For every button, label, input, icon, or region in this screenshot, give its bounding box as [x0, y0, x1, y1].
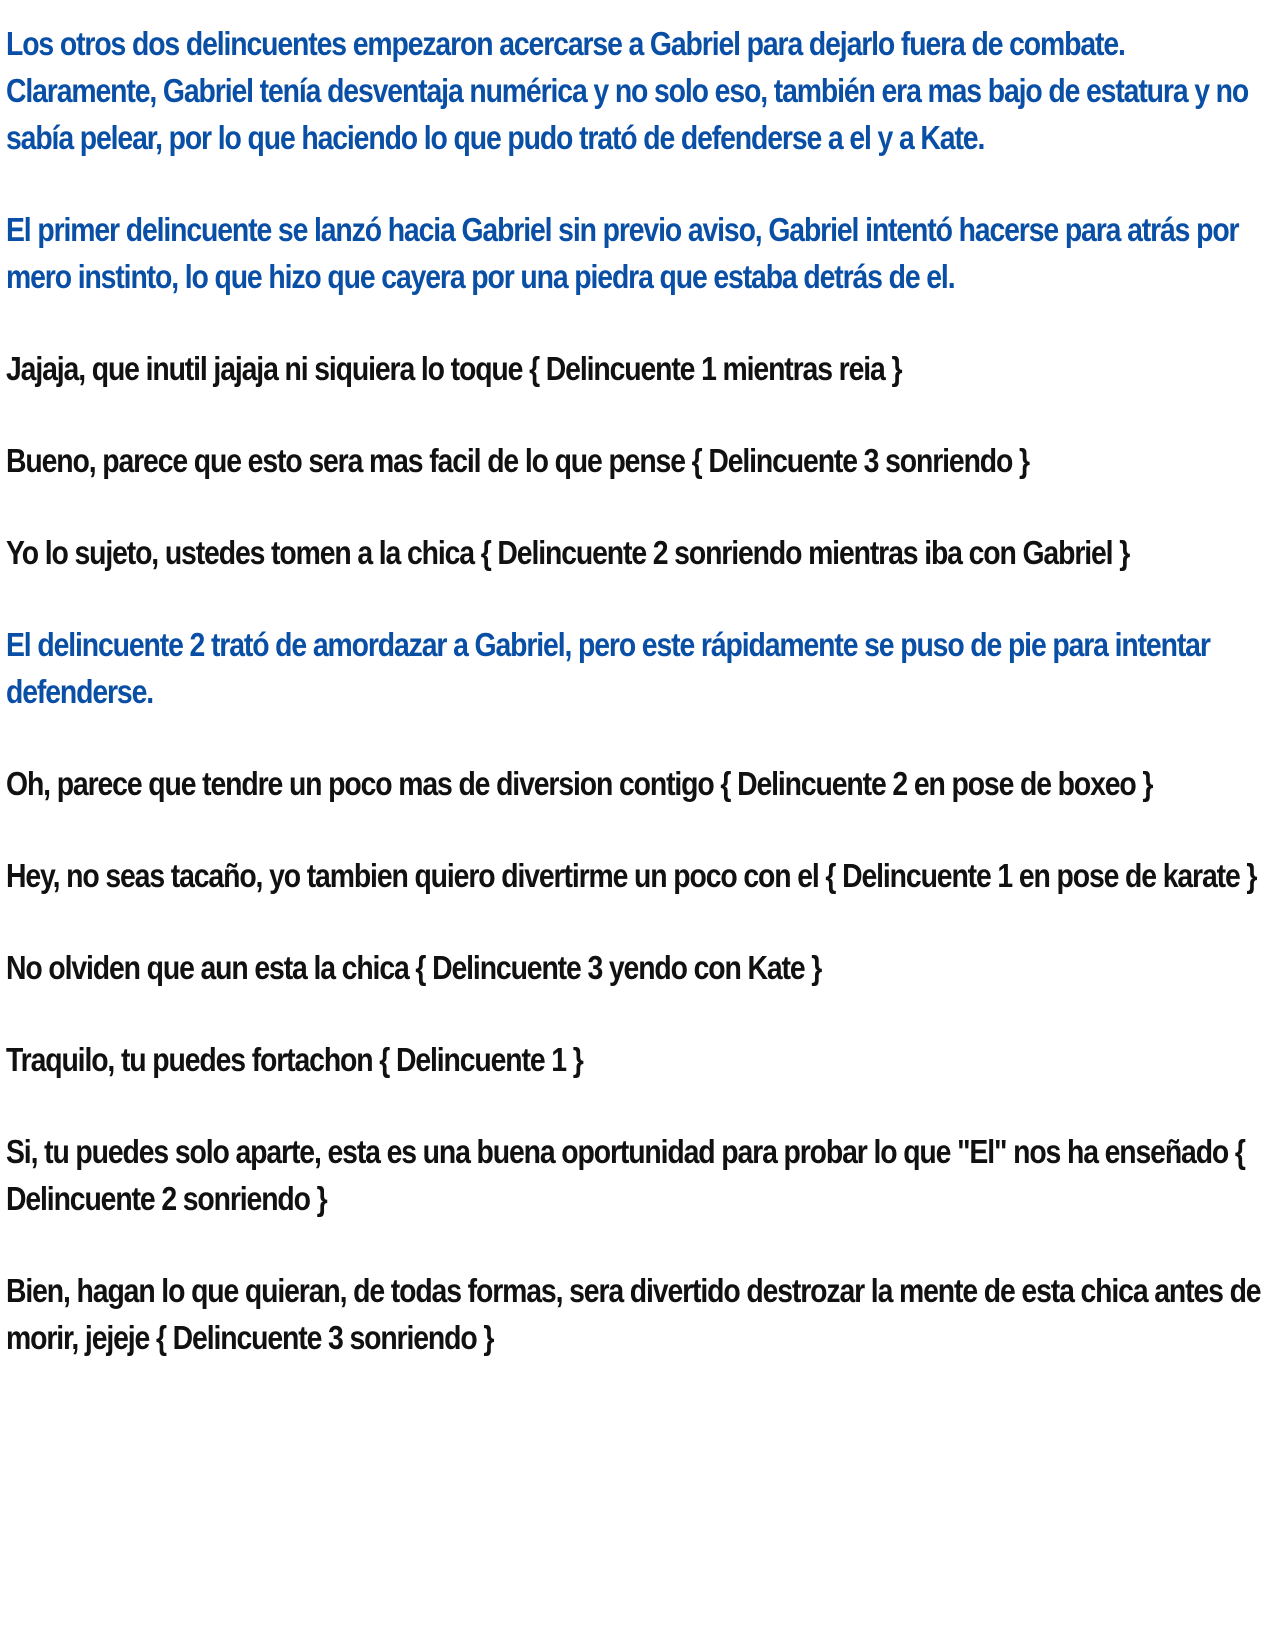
dialogue-line: Jajaja, que inutil jajaja ni siquiera lo toque { Delincuente 1 mientras reia }: [6, 350, 902, 387]
story-page: [6, 20, 1268, 1406]
dialogue-line: Bien, hagan lo que quieran, de todas formas, sera divertido destrozar la mente de esta chica antes de morir, jejeje { Delincuente 3 sonriendo }: [6, 1272, 1261, 1356]
dialogue-line: Si, tu puedes solo aparte, esta es una buena oportunidad para probar lo que "El" nos ha enseñado { Delincuente 2 sonriendo }: [6, 1133, 1245, 1217]
dialogue-line: Hey, no seas tacaño, yo tambien quiero divertirme un poco con el { Delincuente 1 en pose de karate }: [6, 857, 1257, 894]
narration-paragraph: Los otros dos delincuentes empezaron acercarse a Gabriel para dejarlo fuera de combate. Claramente, Gabriel tenía desventaja numérica y no solo eso, también era mas bajo de estatura y no sabía pelear, por lo que haciendo lo que pudo trató de defenderse a el y a Kate.: [6, 25, 1249, 156]
narration-paragraph: El primer delincuente se lanzó hacia Gabriel sin previo aviso, Gabriel intentó hacerse para atrás por mero instinto, lo que hizo que cayera por una piedra que estaba detrás de el.: [6, 211, 1239, 295]
narration-paragraph: El delincuente 2 trató de amordazar a Gabriel, pero este rápidamente se puso de pie para intentar defenderse.: [6, 626, 1210, 710]
dialogue-line: Bueno, parece que esto sera mas facil de lo que pense { Delincuente 3 sonriendo }: [6, 442, 1029, 479]
dialogue-line: Yo lo sujeto, ustedes tomen a la chica { Delincuente 2 sonriendo mientras iba con Gabriel }: [6, 534, 1130, 571]
dialogue-line: Traquilo, tu puedes fortachon { Delincuente 1 }: [6, 1041, 583, 1078]
dialogue-line: Oh, parece que tendre un poco mas de diversion contigo { Delincuente 2 en pose de boxeo }: [6, 765, 1153, 802]
dialogue-line: No olviden que aun esta la chica { Delincuente 3 yendo con Kate }: [6, 949, 822, 986]
